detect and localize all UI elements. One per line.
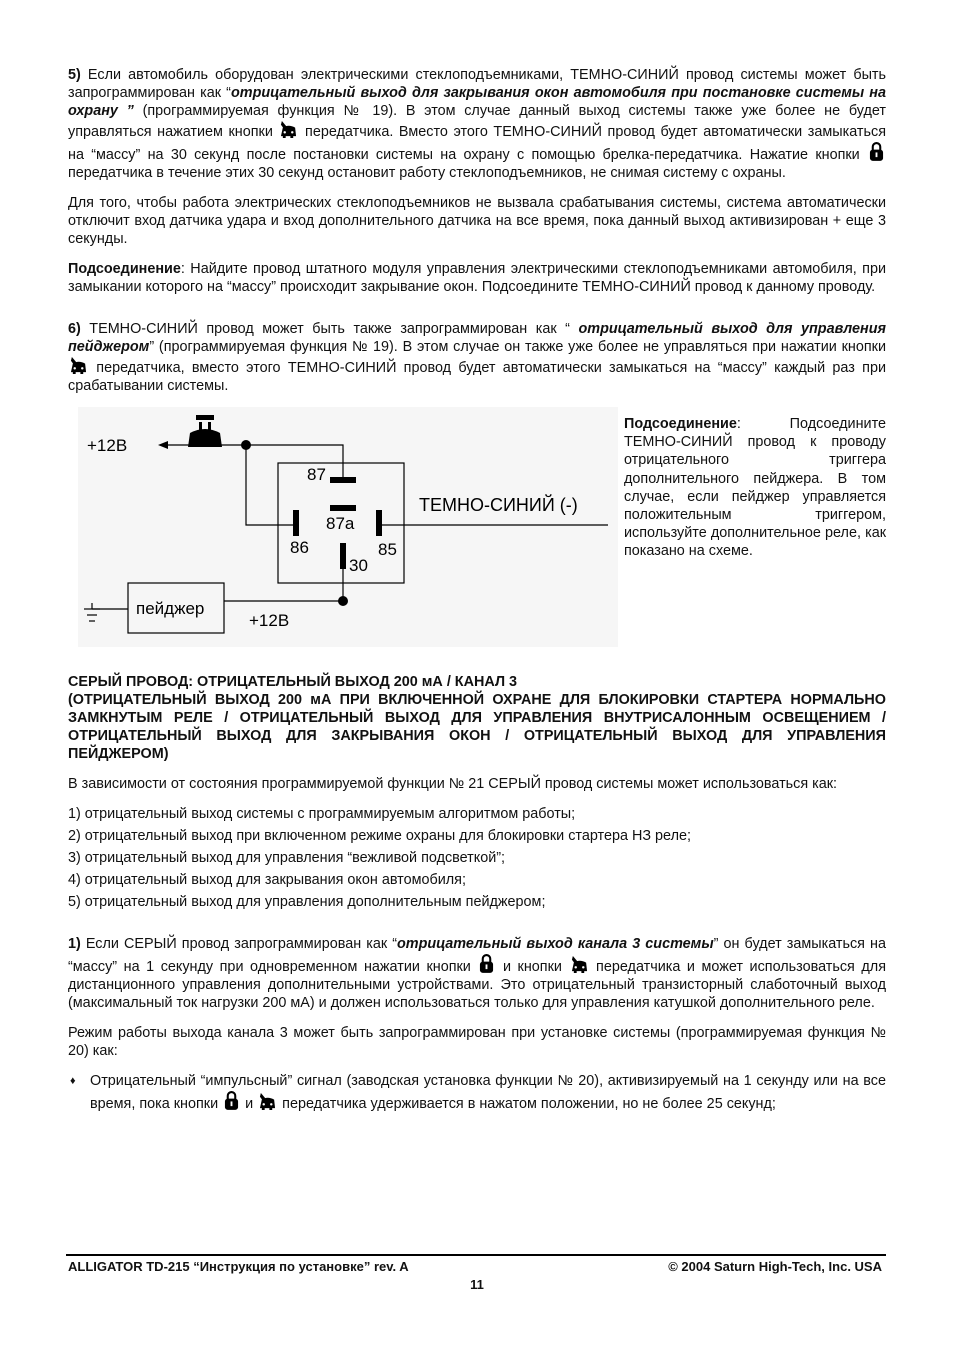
pin-87-label: 87 (307, 465, 326, 484)
connection-label: Подсоединение (624, 416, 737, 432)
list-item: 4) отрицательный выход для закрывания окон автомобиля; (68, 872, 466, 888)
text-span: передатчика. Вместо этого ТЕМНО-СИНИЙ провод будет автоматически замыкаться на “массу” на 30 секунд после постановки системы на охрану с помощью брелка-передатчика. Нажатие кнопки (68, 124, 887, 163)
relay-wiring-diagram (78, 407, 618, 647)
text-span: и (241, 1096, 258, 1112)
paragraph-mode: Режим работы выхода канала 3 может быть запрограммирован при установке системы (программируемая функция № 20) как: (68, 1025, 886, 1059)
pin-30-label: 30 (349, 556, 368, 575)
text-span: и кнопки (496, 959, 562, 975)
text-span: Если СЕРЫЙ провод запрограммирован как “ (80, 936, 398, 952)
section-heading (68, 673, 886, 763)
car-remote-button-icon (280, 120, 297, 139)
car-remote-button-icon (571, 955, 588, 974)
paragraph-1 (68, 935, 886, 1012)
text-span: : Подсоедините ТЕМНО-СИНИЙ провод к проводу отрицательного триггера дополнительного пейджера. В том случае, если пейджер управляется положительным триггером, используйте дополнительное реле, как показано на схеме. (624, 416, 886, 560)
emphasis-text: отрицательный выход канала 3 системы (397, 936, 714, 952)
paragraph-5 (68, 66, 886, 182)
text-span: ” (программируемая функция № 19). В этом случае он также уже более не управляться при нажатии кнопки (149, 339, 886, 355)
list-item (68, 1072, 886, 1113)
pin-87 (330, 477, 356, 483)
connection-paragraph-1 (68, 260, 886, 296)
footer-divider (66, 1254, 886, 1256)
dark-blue-wire-label: ТЕМНО-СИНИЙ (-) (419, 495, 578, 515)
car-remote-button-icon (259, 1092, 276, 1111)
page-content (68, 66, 886, 1113)
emphasis-text: отрицательный выход для управления пейджером (68, 321, 886, 355)
text-span: ТЕМНО-СИНИЙ провод может быть также запрограммирован как “ (80, 321, 579, 337)
mode-list (68, 1072, 886, 1113)
paragraph-windows: Для того, чтобы работа электрических стеклоподъемников не вызвала срабатывания системы, система автоматически отключит вход датчика удара и вход дополнительного датчика на все время, пока данный выход активизирован + еще 3 секунды. (68, 195, 886, 247)
padlock-button-icon (479, 953, 494, 974)
footer-title: ALLIGATOR TD-215 “Инструкция по установке” rev. A (68, 1259, 409, 1274)
text-span: передатчика и может использоваться для дистанционного управления дополнительными устройствами. Это отрицательный транзисторный слаботочный выход (максимальный ток нагрузки 200 мА) и должен использоваться только для управления катушкой дополнительного реле. (68, 959, 886, 1011)
text-span: передатчика удерживается в нажатом положении, но не более 25 секунд; (278, 1096, 776, 1112)
pin-86 (293, 510, 299, 536)
page-number: 11 (470, 1277, 484, 1292)
paragraph-gray-wire: В зависимости от состояния программируемой функции № 21 СЕРЫЙ провод системы может использоваться как: (68, 776, 838, 792)
pin-85 (376, 510, 382, 536)
list-item: 2) отрицательный выход при включенном режиме охраны для блокировки стартера НЗ реле; (68, 828, 691, 844)
list-item: 1) отрицательный выход системы с программируемым алгоритмом работы; (68, 806, 576, 822)
text-span: : Найдите провод штатного модуля управления электрическими стеклоподъемниками автомобиля, при замыкании которого на “массу” происходит закрывание окон. Подсоедините ТЕМНО-СИНИЙ провод к данному проводу. (68, 261, 886, 295)
text-span: передатчика в течение этих 30 секунд остановит работу стеклоподъемников, не снимая систему с охраны. (68, 165, 786, 181)
text-span: Если автомобиль оборудован электрическими стеклоподъемниками, ТЕМНО-СИНИЙ провод системы может быть запрограммирован как “ (68, 67, 886, 101)
pager-relay-figure (68, 407, 886, 647)
car-remote-button-icon (70, 356, 87, 375)
pin-86-label: 86 (290, 538, 309, 557)
item-number: 5) (68, 67, 81, 83)
text-span: ” он будет замыкаться на “массу” на 1 секунду при одновременном нажатии кнопки (68, 936, 887, 975)
item-number: 6) (68, 321, 81, 337)
pin-87a-label: 87a (326, 514, 355, 533)
text-span: (программируемая функция № 19). В этом случае данный выход системы также уже более не будет управляться нажатием кнопки (68, 103, 886, 140)
footer-copyright: © 2004 Saturn High-Tech, Inc. USA (668, 1259, 882, 1274)
item-number: 1) (68, 936, 81, 952)
plus12-bottom-label: +12В (249, 611, 290, 630)
text-span: передатчика, вместо этого ТЕМНО-СИНИЙ провод будет автоматически замыкаться на “массу” каждый раз при срабатывании системы. (68, 360, 886, 394)
pin-87a (330, 505, 356, 511)
connection-label: Подсоединение (68, 261, 181, 277)
pin-85-label: 85 (378, 540, 397, 559)
plus12-top-label: +12В (87, 436, 128, 455)
pin-30 (340, 543, 346, 569)
list-item: 3) отрицательный выход для управления “вежливой подсветкой”; (68, 850, 506, 866)
paragraph-6 (68, 320, 886, 395)
padlock-button-icon (869, 141, 884, 162)
heading-line-1: СЕРЫЙ ПРОВОД: ОТРИЦАТЕЛЬНЫЙ ВЫХОД 200 мА / КАНАЛ 3 (68, 674, 518, 690)
padlock-button-icon (224, 1090, 239, 1111)
usage-list (68, 805, 886, 911)
pager-label: пейджер (136, 599, 205, 618)
list-item: 5) отрицательный выход для управления дополнительным пейджером; (68, 894, 546, 910)
heading-line-2: (ОТРИЦАТЕЛЬНЫЙ ВЫХОД 200 мА ПРИ ВКЛЮЧЕННОЙ ОХРАНЕ ДЛЯ БЛОКИРОВКИ СТАРТЕРА НОРМАЛЬНО ЗАМКНУТЫМ РЕЛЕ / ОТРИЦАТЕЛЬНЫЙ ВЫХОД ДЛЯ УПРАВЛЕНИЯ ВНУТРИСАЛОННЫМ ОСВЕЩЕНИЕМ / ОТРИЦАТЕЛЬНЫЙ ВЫХОД ДЛЯ ЗАКРЫВАНИЯ ОКОН / ОТРИЦАТЕЛЬНЫЙ ВЫХОД ДЛЯ УПРАВЛЕНИЯ ПЕЙДЖЕРОМ) (68, 692, 886, 762)
connection-paragraph-2 (624, 415, 886, 561)
text-span: Отрицательный “импульсный” сигнал (заводская установка функции № 20), активизируемый на 1 секунду или на все время, пока кнопки (90, 1073, 886, 1112)
emphasis-text: отрицательный выход для закрывания окон автомобиля при постановке системы на охрану ” (68, 85, 886, 119)
